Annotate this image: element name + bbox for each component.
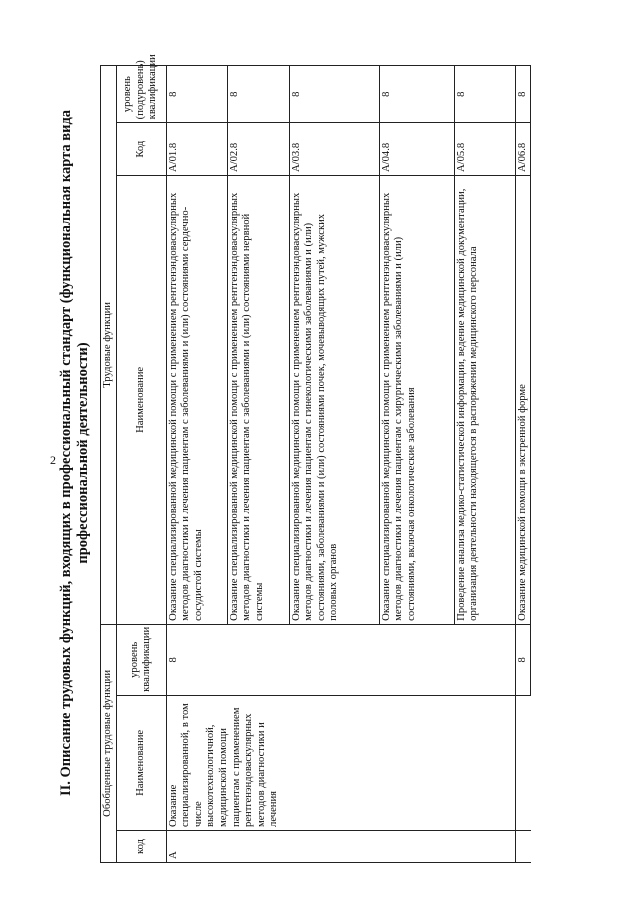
col-header-code: код [116, 830, 166, 862]
section-heading [58, 38, 92, 868]
col-header-level: уровень квалификации [116, 624, 166, 695]
function-name-cell: Оказание специализированной медицинской помощи с применением рентгенэндоваскулярных методов диагностики и лечения пациентам с заболеваниями и (или) состояниями нервной системы [227, 175, 289, 624]
generalized-code-cell: A [166, 830, 515, 862]
generalized-name-cell-continued [515, 695, 531, 830]
generalized-level-cell-continued: 8 [515, 624, 531, 695]
rotated-page-content [58, 38, 618, 868]
function-code-cell: A/02.8 [227, 123, 289, 176]
function-code-cell: A/04.8 [379, 123, 454, 176]
function-level-cell: 8 [166, 66, 227, 123]
function-name-cell: Оказание медицинской помощи в экстренной форме [515, 175, 531, 624]
function-name-cell: Проведение анализа медико-статистической информации, ведение медицинской документации, организация деятельности находящегося в распоряжении медицинского персонала [454, 175, 515, 624]
page-number: 2 [50, 453, 56, 467]
table-column-header-row [116, 66, 166, 863]
function-code-cell: A/06.8 [515, 123, 531, 176]
function-name-cell: Оказание специализированной медицинской помощи с применением рентгенэндоваскулярных методов диагностики и лечения пациентам с заболеваниями и (или) состояниями сердечно-сосудистой системы [166, 175, 227, 624]
table-row [166, 66, 227, 863]
table-group-header-row [101, 66, 117, 863]
col-header-tf-name: Наименование [116, 175, 166, 624]
heading-line-2: профессиональной деятельности) [75, 342, 91, 564]
generalized-level-cell: 8 [166, 624, 515, 695]
function-name-cell: Оказание специализированной медицинской помощи с применением рентгенэндоваскулярных методов диагностики и лечения пациентам с гинекологическими заболеваниями и (или) состояниями, заболеваниями и (или) состояниями почек, мочевыводящих путей, мужских половых органов [289, 175, 379, 624]
col-header-tf-level: уровень (подуровень) квалификации [116, 66, 166, 123]
group-header-generalized: Обобщенные трудовые функции [101, 624, 117, 862]
col-header-name: Наименование [116, 695, 166, 830]
function-code-cell: A/01.8 [166, 123, 227, 176]
generalized-code-cell-continued [515, 830, 531, 862]
function-level-cell: 8 [515, 66, 531, 123]
col-header-tf-code: Код [116, 123, 166, 176]
function-level-cell: 8 [289, 66, 379, 123]
generalized-name-cell: Оказание специализированной, в том числе высокотехнологичной, медицинской помощи пациентам с применением рентгенэндоваскулярных методов диагностики и лечения [166, 695, 515, 830]
function-level-cell: 8 [379, 66, 454, 123]
functional-map-table [100, 54, 531, 863]
function-level-cell: 8 [227, 66, 289, 123]
function-code-cell: A/05.8 [454, 123, 515, 176]
group-header-labor: Трудовые функции [101, 66, 117, 625]
function-level-cell: 8 [454, 66, 515, 123]
heading-line-1: II. Описание трудовых функций, входящих в профессиональный стандарт (функциональная карта вида [58, 109, 74, 797]
function-code-cell: A/03.8 [289, 123, 379, 176]
table-row [515, 66, 531, 863]
function-name-cell: Оказание специализированной медицинской помощи с применением рентгенэндоваскулярных методов диагностики и лечения пациентам с хирургическими заболеваниями и (или) состояниями, включая онкологические заболевания [379, 175, 454, 624]
